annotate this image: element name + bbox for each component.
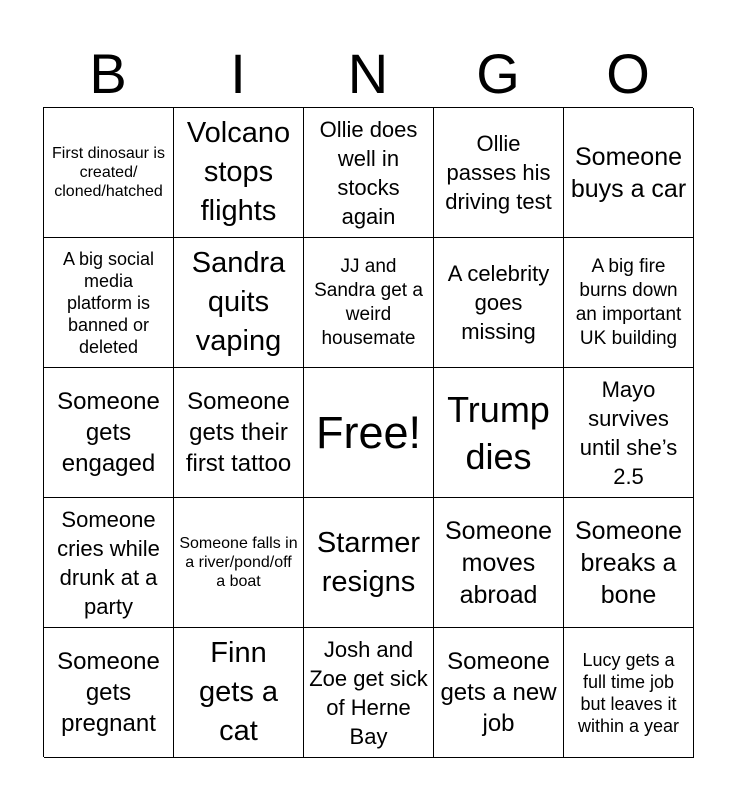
cell-text: Starmer resigns: [316, 526, 421, 598]
bingo-grid: [43, 107, 693, 757]
bingo-cell-r4c3[interactable]: [304, 498, 434, 628]
header-letter-g: G: [476, 42, 520, 105]
cell-text: Someone gets engaged: [57, 388, 160, 477]
cell-text: Someone cries while drunk at a party: [57, 506, 160, 619]
bingo-cell-r4c2[interactable]: [174, 498, 304, 628]
cell-text: A big fire burns down an important UK building: [575, 255, 682, 349]
bingo-cell-r2c1[interactable]: [44, 238, 174, 368]
bingo-cell-r5c2[interactable]: [174, 628, 304, 758]
bingo-cell-r5c3[interactable]: [304, 628, 434, 758]
bingo-cell-r3c5[interactable]: [564, 368, 694, 498]
cell-text: A celebrity goes missing: [447, 261, 550, 344]
bingo-cell-r3c1[interactable]: [44, 368, 174, 498]
cell-text: Someone gets their first tattoo: [185, 388, 292, 477]
cell-text: Someone gets a new job: [440, 648, 557, 737]
bingo-cell-r1c5[interactable]: [564, 108, 694, 238]
cell-text: Finn gets a cat: [199, 637, 278, 747]
cell-text: Trump dies: [447, 388, 550, 477]
cell-text: Lucy gets a full time job but leaves it within a year: [577, 649, 680, 736]
bingo-cell-r4c1[interactable]: [44, 498, 174, 628]
cell-text: Volcano stops flights: [186, 117, 291, 227]
cell-text: Ollie passes his driving test: [445, 131, 552, 214]
cell-text: Josh and Zoe get sick of Herne Bay: [309, 636, 428, 749]
bingo-cell-r5c4[interactable]: [434, 628, 564, 758]
bingo-cell-r5c5[interactable]: [564, 628, 694, 758]
cell-text: Mayo survives until she’s 2.5: [579, 376, 678, 489]
header-letter-i: I: [230, 42, 246, 105]
cell-text: JJ and Sandra get a weird housemate: [314, 255, 423, 349]
bingo-cell-r1c1[interactable]: [44, 108, 174, 238]
header-letter-b: B: [89, 42, 127, 105]
bingo-cell-r1c3[interactable]: [304, 108, 434, 238]
cell-text: Free!: [315, 406, 422, 458]
bingo-cell-r1c2[interactable]: [174, 108, 304, 238]
bingo-cell-r5c1[interactable]: [44, 628, 174, 758]
cell-text: A big social media platform is banned or deleted: [62, 248, 155, 357]
bingo-cell-r1c4[interactable]: [434, 108, 564, 238]
cell-text: Someone gets pregnant: [57, 648, 160, 737]
cell-text: Someone moves abroad: [444, 516, 553, 609]
bingo-cell-r3c4[interactable]: [434, 368, 564, 498]
bingo-cell-r3c2[interactable]: [174, 368, 304, 498]
bingo-cell-r4c5[interactable]: [564, 498, 694, 628]
bingo-cell-r2c5[interactable]: [564, 238, 694, 368]
bingo-cell-r2c2[interactable]: [174, 238, 304, 368]
cell-text: Someone buys a car: [570, 142, 687, 203]
cell-text: Someone breaks a bone: [574, 516, 683, 609]
cell-text: First dinosaur is created/ cloned/hatched: [52, 145, 165, 200]
bingo-cell-r4c4[interactable]: [434, 498, 564, 628]
header-letter-o: O: [606, 42, 650, 105]
cell-text: Someone falls in a river/pond/off a boat: [179, 535, 298, 590]
cell-text: Sandra quits vaping: [191, 247, 286, 357]
bingo-cell-r2c3[interactable]: [304, 238, 434, 368]
cell-text: Ollie does well in stocks again: [319, 116, 418, 229]
header-letter-n: N: [347, 42, 389, 105]
bingo-cell-r2c4[interactable]: [434, 238, 564, 368]
bingo-cell-free[interactable]: [304, 368, 434, 498]
bingo-header: [43, 40, 693, 108]
